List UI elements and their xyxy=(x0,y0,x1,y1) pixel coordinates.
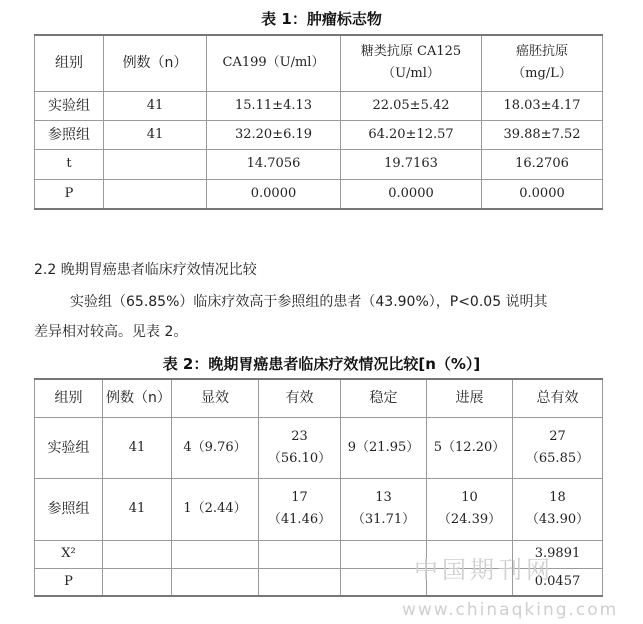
table-cell xyxy=(259,478,341,540)
table-cell: 22.05±5.42 xyxy=(341,91,482,120)
table-cell xyxy=(103,568,172,596)
table-row xyxy=(35,478,603,540)
cell-count: 10 xyxy=(461,490,478,505)
table-cell: 19.7163 xyxy=(341,149,482,179)
table2-title: 表 2：晚期胃癌患者临床疗效情况比较[n（%）] xyxy=(162,355,481,373)
section-heading: 2.2 晚期胃癌患者临床疗效情况比较 xyxy=(34,262,257,278)
table-cell xyxy=(259,540,341,568)
header-ca199: CA199（U/ml） xyxy=(207,35,341,91)
header-group: 组别 xyxy=(35,379,103,417)
table-row xyxy=(35,120,603,149)
table-header-row xyxy=(35,379,603,417)
table-cell: 41 xyxy=(104,120,207,149)
table-cell: 15.11±4.13 xyxy=(207,91,341,120)
header-count: 例数（n） xyxy=(104,35,207,91)
table-cell: 14.7056 xyxy=(207,149,341,179)
table-row xyxy=(35,91,603,120)
table-cell xyxy=(103,540,172,568)
header-ca125-unit: （U/ml） xyxy=(382,66,440,82)
table-cell: 0.0000 xyxy=(207,179,341,209)
header-marked: 显效 xyxy=(172,379,259,417)
table-cell xyxy=(172,568,259,596)
table-row xyxy=(35,149,603,179)
table-cell: 64.20±12.57 xyxy=(341,120,482,149)
header-progress: 进展 xyxy=(427,379,513,417)
table-row xyxy=(35,417,603,478)
header-count: 例数（n） xyxy=(103,379,172,417)
table-cell: 9（21.95） xyxy=(341,417,427,478)
row-label: 参照组 xyxy=(35,478,103,540)
table-cell: 41 xyxy=(104,91,207,120)
cell-count: 13 xyxy=(375,490,392,505)
watermark-cn: 中国期刊网 xyxy=(414,556,554,584)
cell-count: 27 xyxy=(549,428,566,444)
header-group: 组别 xyxy=(35,35,104,91)
header-cea-name: 癌胚抗原 xyxy=(515,44,568,60)
table-cell: 1（2.44） xyxy=(172,478,259,540)
table-cell xyxy=(104,179,207,209)
header-ca125-name: 糖类抗原 CA125 xyxy=(360,44,462,60)
header-total: 总有效 xyxy=(513,379,603,417)
table-cell xyxy=(341,478,427,540)
header-cea-unit: （mg/L） xyxy=(512,66,572,82)
header-effective: 有效 xyxy=(259,379,341,417)
table-cell: 32.20±6.19 xyxy=(207,120,341,149)
row-label: 实验组 xyxy=(35,417,103,478)
table-cell: 0.0000 xyxy=(482,179,603,209)
table-cell xyxy=(513,478,603,540)
table-cell xyxy=(259,417,341,478)
table-cell: 4（9.76） xyxy=(172,417,259,478)
cell-count: 23 xyxy=(291,428,308,444)
header-ca125 xyxy=(341,35,482,91)
table-cell: 39.88±7.52 xyxy=(482,120,603,149)
cell-percent: （43.90） xyxy=(525,512,590,527)
cell-percent: （31.71） xyxy=(351,512,416,527)
row-label: P xyxy=(35,179,104,209)
section-body-line1: 实验组（65.85%）临床疗效高于参照组的患者（43.90%），P<0.05 说明其 xyxy=(70,294,548,310)
table-cell: 5（12.20） xyxy=(427,417,513,478)
cell-percent: （56.10） xyxy=(267,450,332,466)
table-cell: 3.9891 xyxy=(513,540,603,568)
table-cell xyxy=(104,149,207,179)
cell-count: 18 xyxy=(549,490,566,505)
table-cell: 41 xyxy=(103,478,172,540)
row-label: X² xyxy=(35,540,103,568)
table-cell xyxy=(259,568,341,596)
section-body-line2: 差异相对较高。见表 2。 xyxy=(34,324,188,340)
table-header-row xyxy=(35,35,603,91)
watermark-url: www.chinaqking.com xyxy=(402,600,619,620)
header-stable: 稳定 xyxy=(341,379,427,417)
table-row xyxy=(35,179,603,209)
table-cell: 0.0457 xyxy=(513,568,603,596)
row-label: 实验组 xyxy=(35,91,104,120)
cell-count: 17 xyxy=(291,490,308,505)
table-cell xyxy=(513,417,603,478)
cell-percent: （41.46） xyxy=(267,512,332,527)
cell-percent: （65.85） xyxy=(525,450,590,466)
table-cell: 16.2706 xyxy=(482,149,603,179)
tumor-marker-table xyxy=(34,34,603,210)
table1-title: 表 1：肿瘤标志物 xyxy=(261,10,382,28)
cell-percent: （24.39） xyxy=(437,512,502,527)
row-label: t xyxy=(35,149,104,179)
table-cell: 41 xyxy=(103,417,172,478)
table-cell xyxy=(172,540,259,568)
table-cell xyxy=(427,478,513,540)
row-label: P xyxy=(35,568,103,596)
header-cea xyxy=(482,35,603,91)
table-cell: 0.0000 xyxy=(341,179,482,209)
table-cell: 18.03±4.17 xyxy=(482,91,603,120)
row-label: 参照组 xyxy=(35,120,104,149)
